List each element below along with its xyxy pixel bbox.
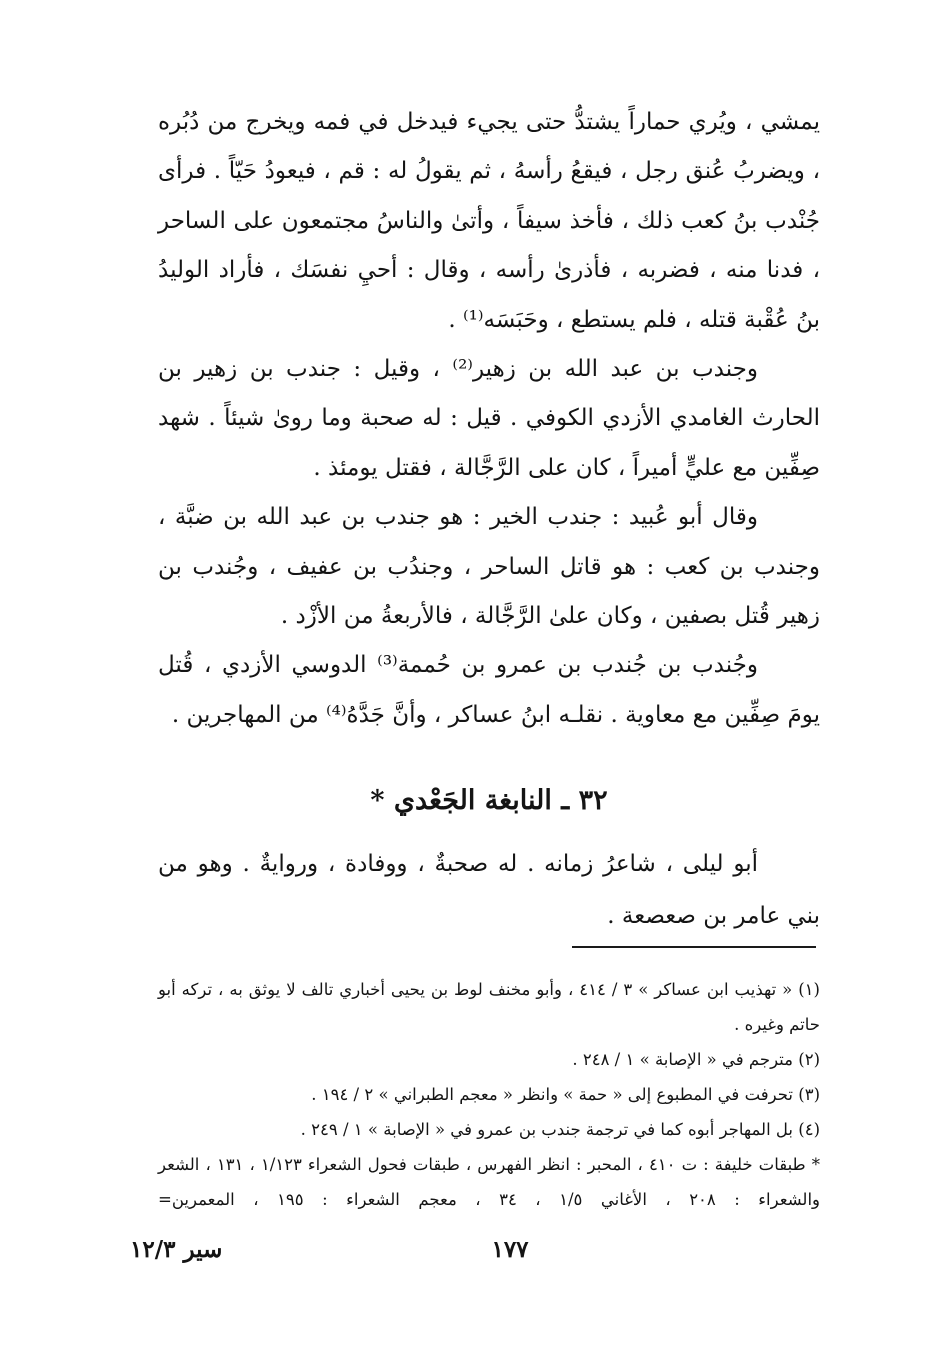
- paragraph-1: يمشي ، ويُري حماراً يشتدُّ حتى يجيء فيدخل في فمه ويخرج من دُبُره ، ويضربُ عُنق رجل ، فيقعُ رأسهُ ، ثم يقولُ له : قم ، فيعودُ حَيّاً . فرأى جُنْدب بنُ كعب ذلك ، فأخذ سيفاً ، وأتىٰ والناسُ مجتمعون على الساحر ، فدنا منه ، فضربه ، فأذرىٰ رأسه ، وقال : أحيِ نفسَك ، فأراد الوليدُ بنُ عُقْبة قتله ، فلم يستطع ، وحَبَسَه⁽¹⁾ .: [158, 109, 820, 333]
- footnote-divider: [572, 946, 816, 948]
- source-references: * طبقات خليفة : ت ٤١٠ ، المحبر : انظر الفهرس ، طبقات فحول الشعراء ١/١٢٣ ، ١٣١ ، الشعر والشعراء : ٢٠٨ ، الأغاني ١/٥ ، ٣٤ ، معجم الشعراء : ١٩٥ ، المعمرين=: [158, 1155, 821, 1209]
- footnotes: [158, 972, 820, 1217]
- page-number: ١٧٧: [491, 1236, 529, 1263]
- paragraph-4: وجُندب بن جُندب بن عمرو بن حُممة⁽³⁾ الدوسي الأزدي ، قُتل يومَ صِفِّين مع معاوية . نقلـه ابنُ عساكر ، وأنَّ جَدَّهُ⁽⁴⁾ من المهاجرين .: [158, 652, 820, 728]
- page-footer: [0, 1236, 946, 1276]
- paragraph-3: وقال أبو عُبيد : جندب الخير : هو جندب بن عبد الله بن ضبَّة ، وجندب بن كعب : هو قاتل الساحر ، وجندُب بن عفيف ، وجُندب بن زهير قُتل بصفين ، وكان علىٰ الرَّجَّالة ، فالأربعةُ من الأزْد .: [158, 504, 820, 630]
- footnote-4: (٤) بل المهاجر أبوه كما في ترجمة جندب بن عمرو في « الإصابة » ١ / ٢٤٩ .: [300, 1120, 820, 1139]
- paragraph-2: وجندب بن عبد الله بن زهير⁽²⁾ ، وقيل : جندب بن زهير بن الحارث الغامدي الأزدي الكوفي . قيل : له صحبة وما روىٰ شيئاً . شهد صِفِّين مع عليٍّ أميراً ، كان على الرَّجَّالة ، فقتل يومئذ .: [158, 356, 820, 481]
- footnote-2: (٢) مترجم في « الإصابة » ١ / ٢٤٨ .: [572, 1050, 820, 1069]
- section-text: [158, 838, 820, 942]
- signature-mark: سير ١٢/٣: [130, 1236, 223, 1263]
- footnote-3: (٣) تحرفت في المطبوع إلى « حمة » وانظر « معجم الطبراني » ٢ / ١٩٤ .: [311, 1085, 820, 1104]
- section-paragraph: أبو ليلى ، شاعرُ زمانه . له صحبةٌ ، ووفادة ، وروايةٌ . وهو من بني عامر بن صعصعة .: [158, 851, 820, 929]
- main-text: [158, 98, 820, 740]
- section-heading: ٣٢ ـ النابغة الجَعْدي *: [370, 785, 608, 816]
- footnote-1: (١) « تهذيب ابن عساكر » ٣ / ٤١٤ ، وأبو مخنف لوط بن يحيى أخباري تالف لا يوثق به ، تركه أبو حاتم وغيره .: [158, 980, 820, 1034]
